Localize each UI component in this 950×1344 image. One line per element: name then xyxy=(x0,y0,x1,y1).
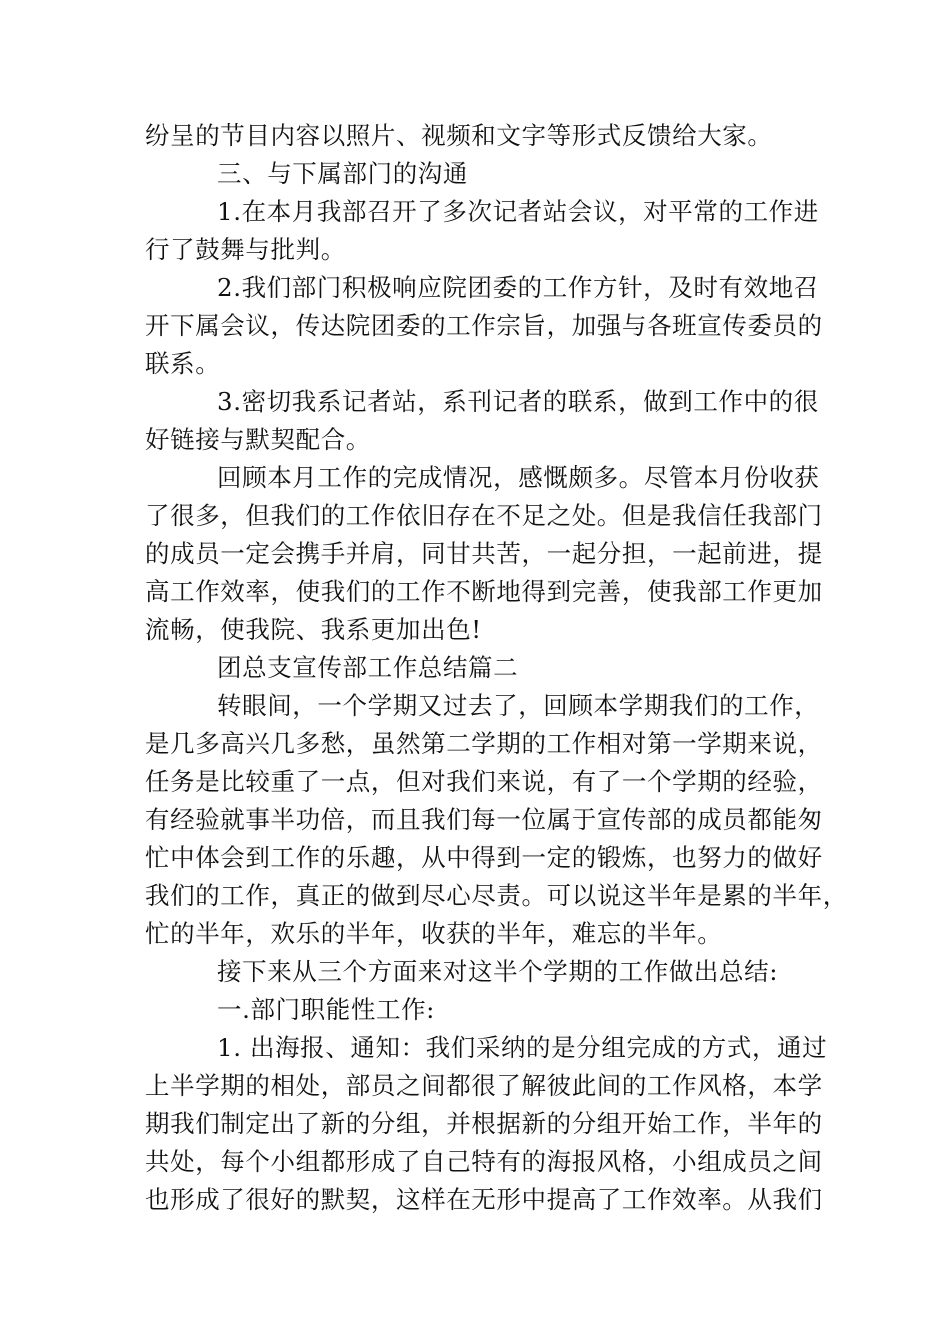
text-line: 是几多高兴几多愁，虽然第二学期的工作相对第一学期来说， xyxy=(145,729,823,758)
text-line: 好链接与默契配合。 xyxy=(145,425,371,454)
text-line: 有经验就事半功倍，而且我们每一位属于宣传部的成员都能匆 xyxy=(145,805,823,834)
text-line: 流畅，使我院、我系更加出色! xyxy=(145,615,482,644)
text-line: 3.密切我系记者站，系刊记者的联系，做到工作中的很 xyxy=(217,387,819,416)
text-line: 行了鼓舞与批判。 xyxy=(145,235,346,264)
text-line: 回顾本月工作的完成情况，感慨颇多。尽管本月份收获 xyxy=(217,463,820,492)
text-line: 2.我们部门积极响应院团委的工作方针，及时有效地召 xyxy=(217,273,819,302)
text-line: 纷呈的节目内容以照片、视频和文字等形式反馈给大家。 xyxy=(145,121,773,150)
text-line: 我们的工作，真正的做到尽心尽责。可以说这半年是累的半年， xyxy=(145,881,848,910)
text-line: 接下来从三个方面来对这半个学期的工作做出总结: xyxy=(217,957,779,986)
text-line: 也形成了很好的默契，这样在无形中提高了工作效率。从我们 xyxy=(145,1185,823,1214)
text-line: 了很多，但我们的工作依旧存在不足之处。但是我信任我部门 xyxy=(145,501,823,530)
text-line: 开下属会议，传达院团委的工作宗旨，加强与各班宣传委员的 xyxy=(145,311,823,340)
text-line: 1. 出海报、通知：我们采纳的是分组完成的方式，通过 xyxy=(217,1033,828,1062)
text-line: 任务是比较重了一点，但对我们来说，有了一个学期的经验， xyxy=(145,767,823,796)
section-heading: 团总支宣传部工作总结篇二 xyxy=(217,653,519,682)
text-line: 1.在本月我部召开了多次记者站会议，对平常的工作进 xyxy=(217,197,819,226)
section-heading: 一.部门职能性工作: xyxy=(217,995,436,1024)
text-line: 上半学期的相处，部员之间都很了解彼此间的工作风格，本学 xyxy=(145,1071,823,1100)
text-line: 的成员一定会携手并肩，同甘共苦，一起分担，一起前进，提 xyxy=(145,539,823,568)
text-line: 联系。 xyxy=(145,349,221,378)
text-line: 高工作效率，使我们的工作不断地得到完善，使我部工作更加 xyxy=(145,577,823,606)
text-line: 忙的半年，欢乐的半年，收获的半年，难忘的半年。 xyxy=(145,919,723,948)
text-line: 期我们制定出了新的分组，并根据新的分组开始工作，半年的 xyxy=(145,1109,823,1138)
section-heading: 三、与下属部门的沟通 xyxy=(217,159,468,188)
text-line: 共处，每个小组都形成了自己特有的海报风格，小组成员之间 xyxy=(145,1147,823,1176)
text-line: 转眼间，一个学期又过去了，回顾本学期我们的工作， xyxy=(217,691,820,720)
text-line: 忙中体会到工作的乐趣，从中得到一定的锻炼，也努力的做好 xyxy=(145,843,823,872)
